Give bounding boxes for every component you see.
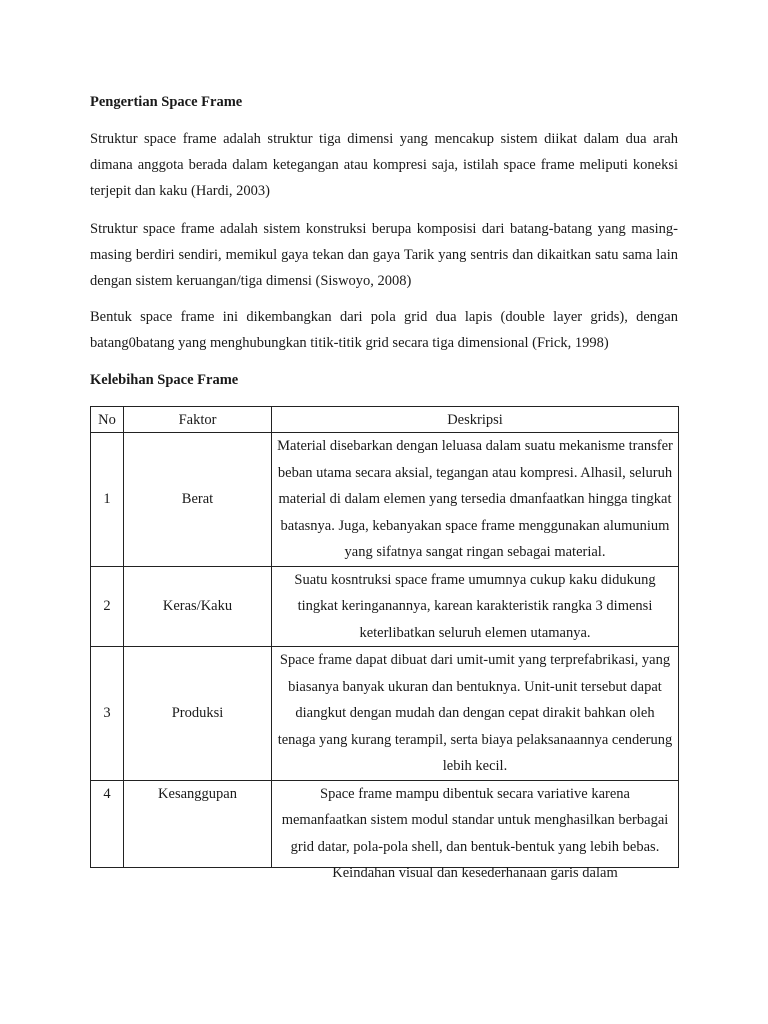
header-deskripsi: Deskripsi — [272, 407, 679, 433]
section-heading-kelebihan: Kelebihan Space Frame — [90, 372, 239, 388]
row-faktor: Berat — [124, 433, 272, 567]
row-no: 4 — [91, 780, 124, 867]
row-deskripsi: Material disebarkan dengan leluasa dalam suatu mekanisme transfer beban utama secara aksial, tegangan atau kompresi. Alhasil, seluruh material di dalam elemen yang tersedia dmanfaatkan hingga tingkat batasnya. Juga, kebanyakan space frame menggunakan alumunium yang sifatnya sangat ringan sebagai material. — [272, 433, 679, 567]
table-row — [91, 780, 679, 867]
table-row — [91, 647, 679, 781]
table-row — [91, 566, 679, 647]
row-faktor: Keras/Kaku — [124, 566, 272, 647]
row-no: 3 — [91, 647, 124, 781]
row-deskripsi-cell — [272, 780, 679, 881]
document-page — [90, 92, 678, 881]
section-heading-pengertian: Pengertian Space Frame — [90, 94, 243, 110]
paragraph-definition-frick: Bentuk space frame ini dikembangkan dari pola grid dua lapis (double layer grids), dengan batang0batang yang menghubungkan titik-titik grid secara tiga dimensional (Frick, 1998) — [90, 309, 678, 351]
header-no: No — [91, 407, 124, 433]
paragraph-definition-siswoyo: Struktur space frame adalah sistem konstruksi berupa komposisi dari batang-batang yang masing-masing berdiri sendiri, memikul gaya tekan dan gaya Tarik yang sentris dan dikaitkan satu sama lain dengan sistem keruangan/tiga dimensi (Siswoyo, 2008) — [90, 221, 678, 289]
row-faktor: Produksi — [124, 647, 272, 781]
table-header-row — [91, 407, 679, 433]
paragraph-definition-hardi: Struktur space frame adalah struktur tiga dimensi yang mencakup sistem diikat dalam dua arah dimana anggota berada dalam ketegangan atau kompresi saja, istilah space frame meliputi koneksi terjepit dan kaku (Hardi, 2003) — [90, 131, 678, 199]
header-faktor: Faktor — [124, 407, 272, 433]
advantages-table — [90, 406, 679, 881]
row-no: 2 — [91, 566, 124, 647]
row-no: 1 — [91, 433, 124, 567]
row-deskripsi: Suatu kosntruksi space frame umumnya cukup kaku didukung tingkat keringanannya, karean karakteristik rangka 3 dimensi keterlibatkan seluruh elemen utamanya. — [272, 566, 679, 647]
row-faktor: Kesanggupan — [124, 780, 272, 867]
row-deskripsi: Space frame mampu dibentuk secara variative karena memanfaatkan sistem modul standar untuk menghasilkan berbagai grid datar, pola-pola shell, dan bentuk-bentuk yang lebih bebas. Keindahan visual dan kesederhanaan garis dalam — [281, 785, 669, 881]
table-row — [91, 433, 679, 567]
row-deskripsi: Space frame dapat dibuat dari umit-umit yang terprefabrikasi, yang biasanya banyak ukuran dan bentuknya. Unit-unit tersebut dapat diangkut dengan mudah dan dengan cepat dirakit bahkan oleh tenaga yang kurang terampil, serta biaya pelaksanaannya cenderung lebih kecil. — [272, 647, 679, 781]
